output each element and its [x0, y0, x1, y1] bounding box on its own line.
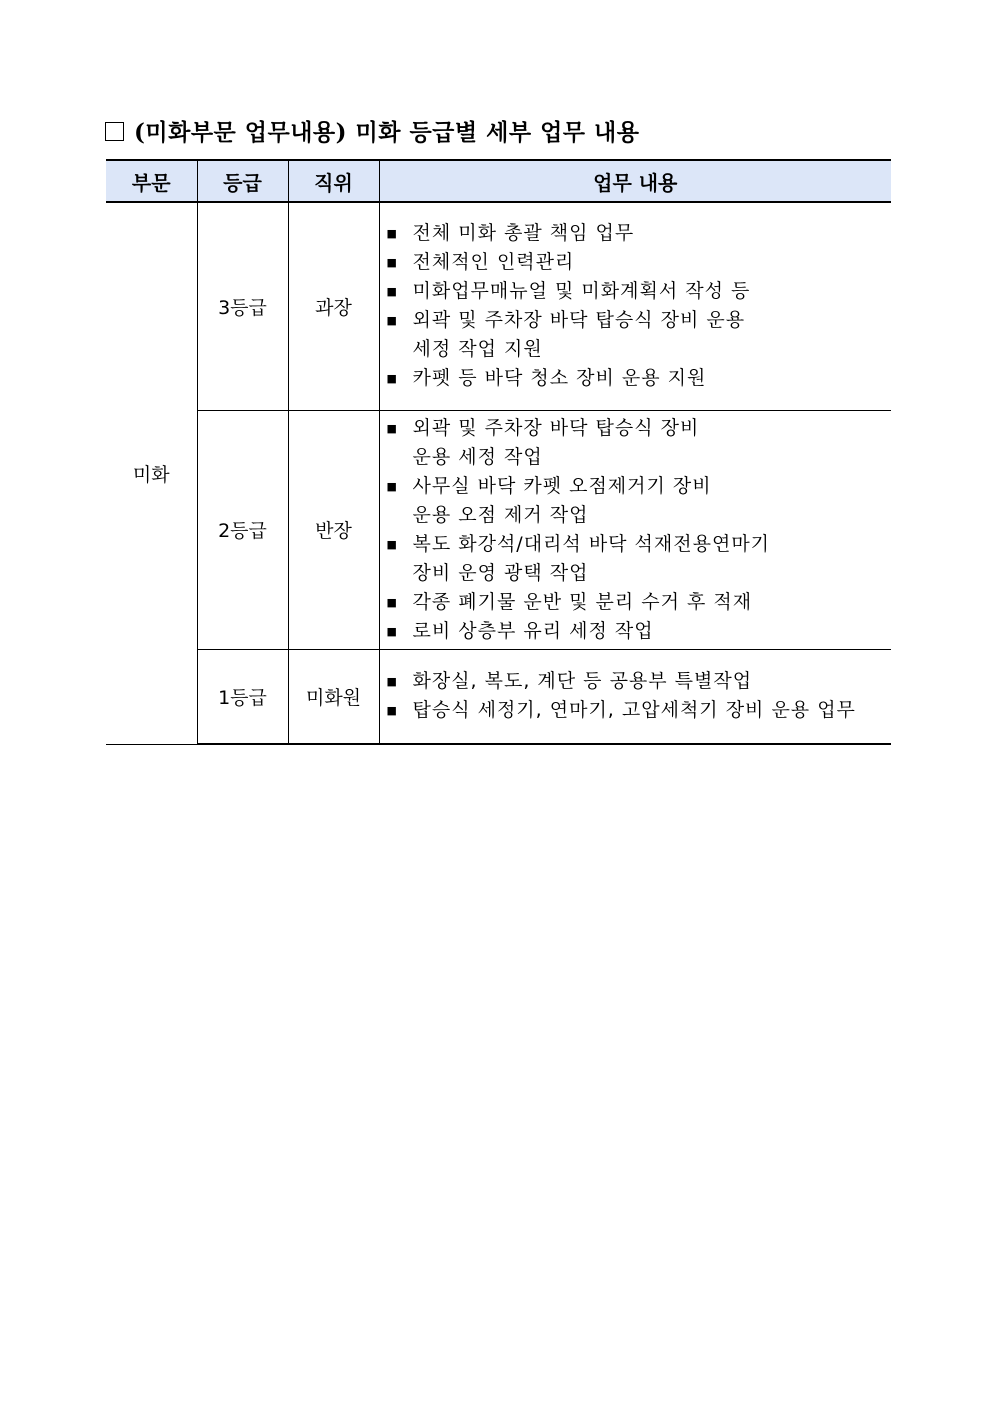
bullet-icon: ■: [386, 537, 398, 551]
grade-cell: 3등급: [197, 202, 288, 410]
bullet-icon: ■: [386, 624, 398, 638]
task-text: 외곽 및 주차장 바닥 탑승식 장비 운용 세정 작업 지원: [412, 309, 746, 361]
grade-cell: 2등급: [197, 410, 288, 649]
duty-table: [106, 159, 891, 745]
position-cell: 과장: [288, 202, 379, 410]
position-cell: 미화원: [288, 649, 379, 744]
bullet-icon: ■: [386, 285, 398, 299]
task-text: 전체적인 인력관리: [412, 251, 575, 274]
task-text: 사무실 바닥 카펫 오점제거기 장비 운용 오점 제거 작업: [412, 474, 712, 526]
task-item: [386, 530, 888, 588]
task-item: [386, 588, 888, 617]
section-title: (미화부문 업무내용) 미화 등급별 세부 업무 내용: [134, 118, 640, 146]
task-list: [386, 219, 888, 393]
division-cell: 미화: [106, 202, 197, 744]
task-item: [386, 414, 888, 472]
task-item: [386, 248, 888, 277]
task-item: [386, 277, 888, 306]
task-text: 전체 미화 총괄 책임 업무: [412, 222, 635, 245]
bullet-icon: ■: [386, 421, 398, 435]
task-list: [386, 667, 888, 725]
duties-cell: [379, 202, 891, 410]
table-row: [106, 202, 891, 410]
bullet-icon: ■: [386, 372, 398, 386]
task-item: [386, 617, 888, 646]
duties-cell: [379, 410, 891, 649]
bullet-icon: ■: [386, 595, 398, 609]
task-item: [386, 667, 888, 696]
task-item: [386, 364, 888, 393]
task-text: 외곽 및 주차장 바닥 탑승식 장비 운용 세정 작업: [412, 416, 700, 468]
bullet-icon: ■: [386, 227, 398, 241]
table-row: [106, 649, 891, 744]
table-row: [106, 410, 891, 649]
task-item: [386, 306, 888, 364]
bullet-icon: ■: [386, 256, 398, 270]
task-text: 복도 화강석/대리석 바닥 석재전용연마기 장비 운영 광택 작업: [412, 532, 771, 584]
section-heading: [105, 112, 639, 148]
task-text: 화장실, 복도, 계단 등 공용부 특별작업: [412, 670, 753, 693]
task-item: [386, 472, 888, 530]
checkbox-icon: [105, 122, 124, 141]
task-text: 탑승식 세정기, 연마기, 고압세척기 장비 운용 업무: [412, 699, 856, 722]
task-item: [386, 696, 888, 725]
bullet-icon: ■: [386, 479, 398, 493]
header-division: 부문: [106, 160, 197, 202]
task-text: 각종 폐기물 운반 및 분리 수거 후 적재: [412, 590, 753, 613]
header-grade: 등급: [197, 160, 288, 202]
task-text: 로비 상층부 유리 세정 작업: [412, 619, 654, 642]
task-item: [386, 219, 888, 248]
bullet-icon: ■: [386, 314, 398, 328]
position-cell: 반장: [288, 410, 379, 649]
header-duties: 업무 내용: [379, 160, 891, 202]
task-text: 미화업무매뉴얼 및 미화계획서 작성 등: [412, 280, 751, 303]
grade-cell: 1등급: [197, 649, 288, 744]
task-list: [386, 414, 888, 646]
header-position: 직위: [288, 160, 379, 202]
table-header-row: [106, 160, 891, 202]
duties-cell: [379, 649, 891, 744]
bullet-icon: ■: [386, 704, 398, 718]
bullet-icon: ■: [386, 675, 398, 689]
task-text: 카펫 등 바닥 청소 장비 운용 지원: [412, 367, 707, 390]
